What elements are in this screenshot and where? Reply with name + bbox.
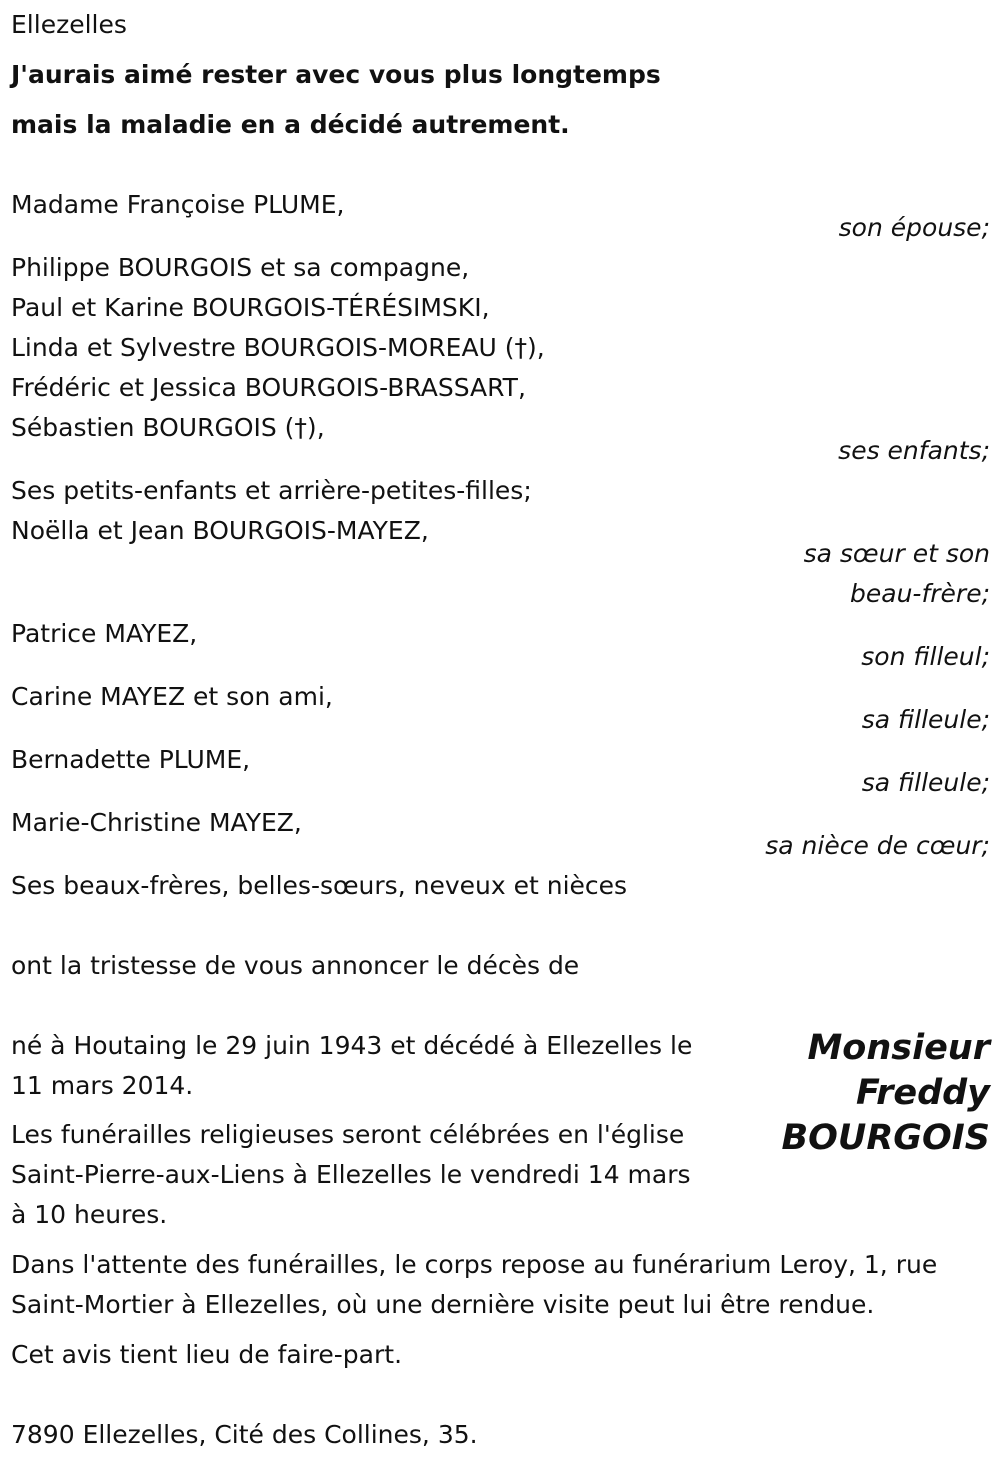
goddaughter-1-name: Carine MAYEZ et son ami, <box>11 682 333 711</box>
birth-line-2: 11 mars 2014. <box>11 1071 194 1100</box>
children-role: ses enfants; <box>838 436 990 465</box>
deceased-first-name: Freddy <box>856 1073 990 1113</box>
funeral-line-3: à 10 heures. <box>11 1200 168 1229</box>
goddaughter-2-name: Bernadette PLUME, <box>11 745 251 774</box>
deceased-name <box>770 1026 990 1161</box>
child-5: Sébastien BOURGOIS (†), <box>11 413 325 442</box>
child-1: Philippe BOURGOIS et sa compagne, <box>11 253 470 282</box>
wake-line-1: Dans l'attente des funérailles, le corps repose au funérarium Leroy, 1, rue <box>11 1250 938 1279</box>
in-laws: Ses beaux-frères, belles-sœurs, neveux et nièces <box>11 871 628 900</box>
deceased-last-name: BOURGOIS <box>781 1118 990 1158</box>
city-heading: Ellezelles <box>11 10 127 39</box>
notice: Cet avis tient lieu de faire-part. <box>11 1340 403 1369</box>
funeral-line-2: Saint-Pierre-aux-Liens à Ellezelles le vendredi 14 mars <box>11 1160 691 1189</box>
funeral-line-1: Les funérailles religieuses seront célébrées en l'église <box>11 1120 685 1149</box>
child-4: Frédéric et Jessica BOURGOIS-BRASSART, <box>11 373 526 402</box>
deceased-title: Monsieur <box>807 1028 990 1068</box>
niece-name: Marie-Christine MAYEZ, <box>11 808 302 837</box>
sister-role-line-2: beau-frère; <box>850 579 990 608</box>
birth-line-1: né à Houtaing le 29 juin 1943 et décédé à Ellezelles le <box>11 1031 693 1060</box>
niece-role: sa nièce de cœur; <box>765 831 990 860</box>
sister-role-line-1: sa sœur et son <box>803 539 990 568</box>
spouse-name: Madame Françoise PLUME, <box>11 190 345 219</box>
announcement: ont la tristesse de vous annoncer le décès de <box>11 951 580 980</box>
child-3: Linda et Sylvestre BOURGOIS-MOREAU (†), <box>11 333 545 362</box>
address: 7890 Ellezelles, Cité des Collines, 35. <box>11 1420 478 1449</box>
sister-name: Noëlla et Jean BOURGOIS-MAYEZ, <box>11 516 429 545</box>
goddaughter-2-role: sa filleule; <box>861 768 990 797</box>
godson-name: Patrice MAYEZ, <box>11 619 198 648</box>
wake-line-2: Saint-Mortier à Ellezelles, où une dernière visite peut lui être rendue. <box>11 1290 875 1319</box>
godson-role: son filleul; <box>861 642 990 671</box>
goddaughter-1-role: sa filleule; <box>861 705 990 734</box>
quote-line-1: J'aurais aimé rester avec vous plus longtemps <box>11 60 661 89</box>
child-2: Paul et Karine BOURGOIS-TÉRÉSIMSKI, <box>11 293 490 322</box>
spouse-role: son épouse; <box>838 213 990 242</box>
quote-line-2: mais la maladie en a décidé autrement. <box>11 110 570 139</box>
grandchildren: Ses petits-enfants et arrière-petites-filles; <box>11 476 532 505</box>
